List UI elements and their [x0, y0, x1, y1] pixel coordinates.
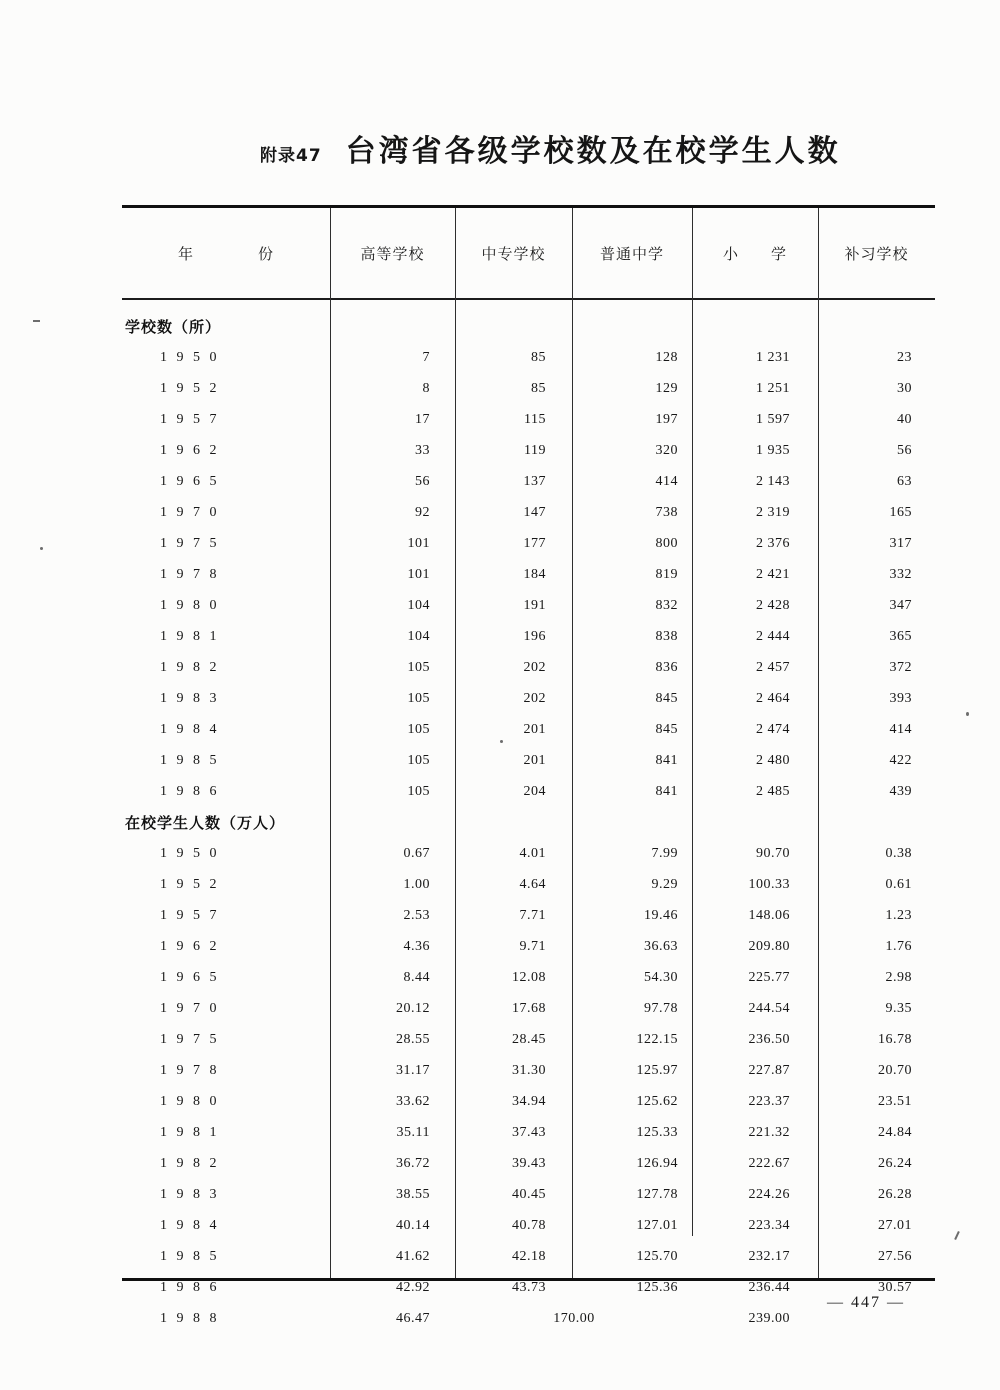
value-cell: 92	[415, 504, 430, 520]
value-cell: 119	[524, 442, 546, 458]
value-cell: 236.50	[748, 1031, 790, 1047]
value-cell: 63	[897, 473, 912, 489]
year-cell: 1 9 5 0	[160, 349, 220, 365]
year-cell: 1 9 8 4	[160, 1217, 220, 1233]
table-row	[122, 342, 935, 373]
table-row	[122, 745, 935, 776]
table-row	[122, 869, 935, 900]
value-cell: 27.01	[878, 1217, 912, 1233]
column-divider	[692, 208, 693, 1236]
value-cell: 0.38	[885, 845, 912, 861]
year-cell: 1 9 6 5	[160, 473, 220, 489]
value-cell: 40	[897, 411, 912, 427]
value-cell: 127.78	[636, 1186, 678, 1202]
value-cell: 201	[523, 721, 546, 737]
value-cell: 2 457	[756, 659, 790, 675]
value-cell: 105	[407, 659, 430, 675]
value-cell: 27.56	[878, 1248, 912, 1264]
year-cell: 1 9 8 0	[160, 597, 220, 613]
value-cell: 232.17	[748, 1248, 790, 1264]
page-title: 台湾省各级学校数及在校学生人数	[345, 134, 841, 169]
value-cell: 17	[415, 411, 430, 427]
value-cell: 28.55	[396, 1031, 430, 1047]
year-cell: 1 9 8 2	[160, 659, 220, 675]
table-body	[122, 299, 935, 1334]
column-divider	[572, 208, 573, 1278]
value-cell: 1 935	[756, 442, 790, 458]
year-cell: 1 9 8 6	[160, 783, 220, 799]
value-cell: 204	[523, 783, 546, 799]
table-row	[122, 621, 935, 652]
value-cell: 365	[889, 628, 912, 644]
value-cell: 184	[523, 566, 546, 582]
value-cell: 26.28	[878, 1186, 912, 1202]
value-cell: 85	[531, 349, 546, 365]
column-header-higher-education: 高等学校	[330, 208, 455, 299]
value-cell: 2 376	[756, 535, 790, 551]
value-cell: 223.37	[748, 1093, 790, 1109]
column-divider	[818, 208, 819, 1278]
year-cell: 1 9 6 2	[160, 938, 220, 954]
value-cell: 202	[523, 659, 546, 675]
value-cell: 23.51	[878, 1093, 912, 1109]
value-cell: 170.00	[553, 1310, 595, 1326]
year-cell: 1 9 7 0	[160, 1000, 220, 1016]
value-cell: 2.98	[885, 969, 912, 985]
column-header-secondary-special: 中专学校	[455, 208, 572, 299]
year-cell: 1 9 8 0	[160, 1093, 220, 1109]
year-cell: 1 9 7 8	[160, 566, 220, 582]
value-cell: 4.64	[519, 876, 546, 892]
value-cell: 12.08	[512, 969, 546, 985]
table-row	[122, 1117, 935, 1148]
value-cell: 244.54	[748, 1000, 790, 1016]
year-cell: 1 9 8 4	[160, 721, 220, 737]
value-cell: 30.57	[878, 1279, 912, 1295]
value-cell: 105	[407, 690, 430, 706]
value-cell: 42.18	[512, 1248, 546, 1264]
value-cell: 105	[407, 721, 430, 737]
value-cell: 97.78	[644, 1000, 678, 1016]
value-cell: 125.70	[636, 1248, 678, 1264]
value-cell: 125.62	[636, 1093, 678, 1109]
table-row	[122, 1179, 935, 1210]
value-cell: 1.76	[885, 938, 912, 954]
table-row	[122, 1210, 935, 1241]
value-cell: 393	[889, 690, 912, 706]
value-cell: 845	[655, 721, 678, 737]
value-cell: 9.29	[651, 876, 678, 892]
value-cell: 1 251	[756, 380, 790, 396]
year-cell: 1 9 8 5	[160, 1248, 220, 1264]
value-cell: 148.06	[748, 907, 790, 923]
value-cell: 105	[407, 783, 430, 799]
value-cell: 1.00	[403, 876, 430, 892]
value-cell: 40.78	[512, 1217, 546, 1233]
year-cell: 1 9 7 0	[160, 504, 220, 520]
scan-artifact	[966, 712, 969, 716]
column-header-supplementary: 补习学校	[818, 208, 935, 299]
value-cell: 832	[655, 597, 678, 613]
value-cell: 841	[655, 783, 678, 799]
value-cell: 35.11	[396, 1124, 430, 1140]
table-row	[122, 1303, 935, 1334]
table-row	[122, 1148, 935, 1179]
scan-artifact	[500, 740, 503, 743]
value-cell: 422	[889, 752, 912, 768]
value-cell: 227.87	[748, 1062, 790, 1078]
year-cell: 1 9 8 8	[160, 1310, 220, 1326]
title-block	[260, 126, 841, 170]
value-cell: 31.17	[396, 1062, 430, 1078]
value-cell: 31.30	[512, 1062, 546, 1078]
table-row	[122, 404, 935, 435]
value-cell: 221.32	[748, 1124, 790, 1140]
value-cell: 838	[655, 628, 678, 644]
value-cell: 40.14	[396, 1217, 430, 1233]
section-header-row	[122, 807, 935, 838]
value-cell: 54.30	[644, 969, 678, 985]
value-cell: 332	[889, 566, 912, 582]
table-row	[122, 1272, 935, 1303]
column-divider	[330, 208, 331, 1278]
value-cell: 33	[415, 442, 430, 458]
year-cell: 1 9 8 5	[160, 752, 220, 768]
value-cell: 36.63	[644, 938, 678, 954]
table-row	[122, 1024, 935, 1055]
value-cell: 125.97	[636, 1062, 678, 1078]
column-divider	[455, 208, 456, 1278]
value-cell: 2 428	[756, 597, 790, 613]
value-cell: 30	[897, 380, 912, 396]
value-cell: 2 444	[756, 628, 790, 644]
year-cell: 1 9 6 5	[160, 969, 220, 985]
value-cell: 225.77	[748, 969, 790, 985]
value-cell: 85	[531, 380, 546, 396]
table-row	[122, 590, 935, 621]
value-cell: 37.43	[512, 1124, 546, 1140]
value-cell: 101	[407, 566, 430, 582]
value-cell: 222.67	[748, 1155, 790, 1171]
value-cell: 439	[889, 783, 912, 799]
value-cell: 4.36	[403, 938, 430, 954]
table-row	[122, 962, 935, 993]
value-cell: 209.80	[748, 938, 790, 954]
table-row	[122, 714, 935, 745]
value-cell: 20.12	[396, 1000, 430, 1016]
value-cell: 42.92	[396, 1279, 430, 1295]
year-cell: 1 9 7 5	[160, 1031, 220, 1047]
table-row	[122, 931, 935, 962]
table-row	[122, 559, 935, 590]
year-cell: 1 9 5 7	[160, 907, 220, 923]
value-cell: 126.94	[636, 1155, 678, 1171]
value-cell: 19.46	[644, 907, 678, 923]
column-header-year: 年 份	[122, 208, 330, 299]
section-label: 在校学生人数（万人）	[125, 814, 286, 832]
value-cell: 414	[889, 721, 912, 737]
year-cell: 1 9 5 2	[160, 876, 220, 892]
value-cell: 841	[655, 752, 678, 768]
value-cell: 17.68	[512, 1000, 546, 1016]
value-cell: 177	[523, 535, 546, 551]
value-cell: 39.43	[512, 1155, 546, 1171]
value-cell: 16.78	[878, 1031, 912, 1047]
column-header-primary: 小 学	[692, 208, 818, 299]
year-cell: 1 9 5 2	[160, 380, 220, 396]
value-cell: 2 421	[756, 566, 790, 582]
value-cell: 800	[655, 535, 678, 551]
value-cell: 2 474	[756, 721, 790, 737]
value-cell: 8	[422, 380, 430, 396]
value-cell: 125.33	[636, 1124, 678, 1140]
value-cell: 202	[523, 690, 546, 706]
value-cell: 127.01	[636, 1217, 678, 1233]
value-cell: 137	[523, 473, 546, 489]
value-cell: 128	[655, 349, 678, 365]
value-cell: 23	[897, 349, 912, 365]
table-header	[122, 208, 935, 299]
value-cell: 0.67	[403, 845, 430, 861]
table-row	[122, 993, 935, 1024]
value-cell: 4.01	[519, 845, 546, 861]
value-cell: 41.62	[396, 1248, 430, 1264]
table-row	[122, 1241, 935, 1272]
value-cell: 738	[655, 504, 678, 520]
year-cell: 1 9 8 3	[160, 690, 220, 706]
value-cell: 223.34	[748, 1217, 790, 1233]
value-cell: 40.45	[512, 1186, 546, 1202]
table-row	[122, 683, 935, 714]
value-cell: 20.70	[878, 1062, 912, 1078]
value-cell: 347	[889, 597, 912, 613]
value-cell: 819	[655, 566, 678, 582]
year-cell: 1 9 7 5	[160, 535, 220, 551]
table-row	[122, 466, 935, 497]
value-cell: 2 480	[756, 752, 790, 768]
value-cell: 24.84	[878, 1124, 912, 1140]
column-header-regular-middle: 普通中学	[572, 208, 692, 299]
year-cell: 1 9 8 1	[160, 1124, 220, 1140]
value-cell: 101	[407, 535, 430, 551]
value-cell: 147	[523, 504, 546, 520]
table-row	[122, 435, 935, 466]
value-cell: 2 485	[756, 783, 790, 799]
section-label: 学校数（所）	[125, 318, 222, 336]
value-cell: 845	[655, 690, 678, 706]
table-row	[122, 528, 935, 559]
value-cell: 197	[655, 411, 678, 427]
value-cell: 414	[655, 473, 678, 489]
value-cell: 317	[889, 535, 912, 551]
value-cell: 100.33	[748, 876, 790, 892]
table-row	[122, 373, 935, 404]
value-cell: 7.71	[519, 907, 546, 923]
value-cell: 320	[655, 442, 678, 458]
table-row	[122, 900, 935, 931]
value-cell: 224.26	[748, 1186, 790, 1202]
value-cell: 2 143	[756, 473, 790, 489]
value-cell: 28.45	[512, 1031, 546, 1047]
value-cell: 104	[407, 628, 430, 644]
value-cell: 236.44	[748, 1279, 790, 1295]
value-cell: 33.62	[396, 1093, 430, 1109]
value-cell: 104	[407, 597, 430, 613]
table-row	[122, 1055, 935, 1086]
value-cell: 196	[523, 628, 546, 644]
value-cell: 191	[523, 597, 546, 613]
value-cell: 201	[523, 752, 546, 768]
value-cell: 836	[655, 659, 678, 675]
value-cell: 26.24	[878, 1155, 912, 1171]
value-cell: 105	[407, 752, 430, 768]
value-cell: 38.55	[396, 1186, 430, 1202]
value-cell: 8.44	[403, 969, 430, 985]
value-cell: 56	[897, 442, 912, 458]
value-cell: 34.94	[512, 1093, 546, 1109]
value-cell: 9.71	[519, 938, 546, 954]
value-cell: 56	[415, 473, 430, 489]
value-cell: 165	[889, 504, 912, 520]
value-cell: 7.99	[651, 845, 678, 861]
table-row	[122, 1086, 935, 1117]
table-row	[122, 776, 935, 807]
appendix-label: 附录47	[260, 146, 322, 166]
value-cell: 1 231	[756, 349, 790, 365]
year-cell: 1 9 5 0	[160, 845, 220, 861]
table-row	[122, 838, 935, 869]
year-cell: 1 9 8 6	[160, 1279, 220, 1295]
value-cell: 2 464	[756, 690, 790, 706]
value-cell: 0.61	[885, 876, 912, 892]
value-cell: 9.35	[885, 1000, 912, 1016]
value-cell: 2.53	[403, 907, 430, 923]
table-row	[122, 497, 935, 528]
scan-artifact	[33, 320, 40, 322]
value-cell: 90.70	[756, 845, 790, 861]
year-cell: 1 9 7 8	[160, 1062, 220, 1078]
value-cell: 1.23	[885, 907, 912, 923]
value-cell: 46.47	[396, 1310, 430, 1326]
year-cell: 1 9 8 1	[160, 628, 220, 644]
value-cell: 372	[889, 659, 912, 675]
year-cell: 1 9 5 7	[160, 411, 220, 427]
page-number: — 447 —	[827, 1294, 905, 1311]
value-cell: 36.72	[396, 1155, 430, 1171]
table-row	[122, 652, 935, 683]
value-cell: 239.00	[748, 1310, 790, 1326]
value-cell: 1 597	[756, 411, 790, 427]
year-cell: 1 9 8 3	[160, 1186, 220, 1202]
value-cell: 125.36	[636, 1279, 678, 1295]
section-header-row	[122, 311, 935, 342]
scan-artifact	[954, 1231, 960, 1240]
year-cell: 1 9 6 2	[160, 442, 220, 458]
year-cell: 1 9 8 2	[160, 1155, 220, 1171]
value-cell: 7	[422, 349, 430, 365]
value-cell: 43.73	[512, 1279, 546, 1295]
data-table	[122, 208, 935, 1334]
value-cell: 2 319	[756, 504, 790, 520]
value-cell: 129	[655, 380, 678, 396]
value-cell: 122.15	[636, 1031, 678, 1047]
value-cell: 115	[524, 411, 546, 427]
scan-artifact	[40, 547, 43, 550]
